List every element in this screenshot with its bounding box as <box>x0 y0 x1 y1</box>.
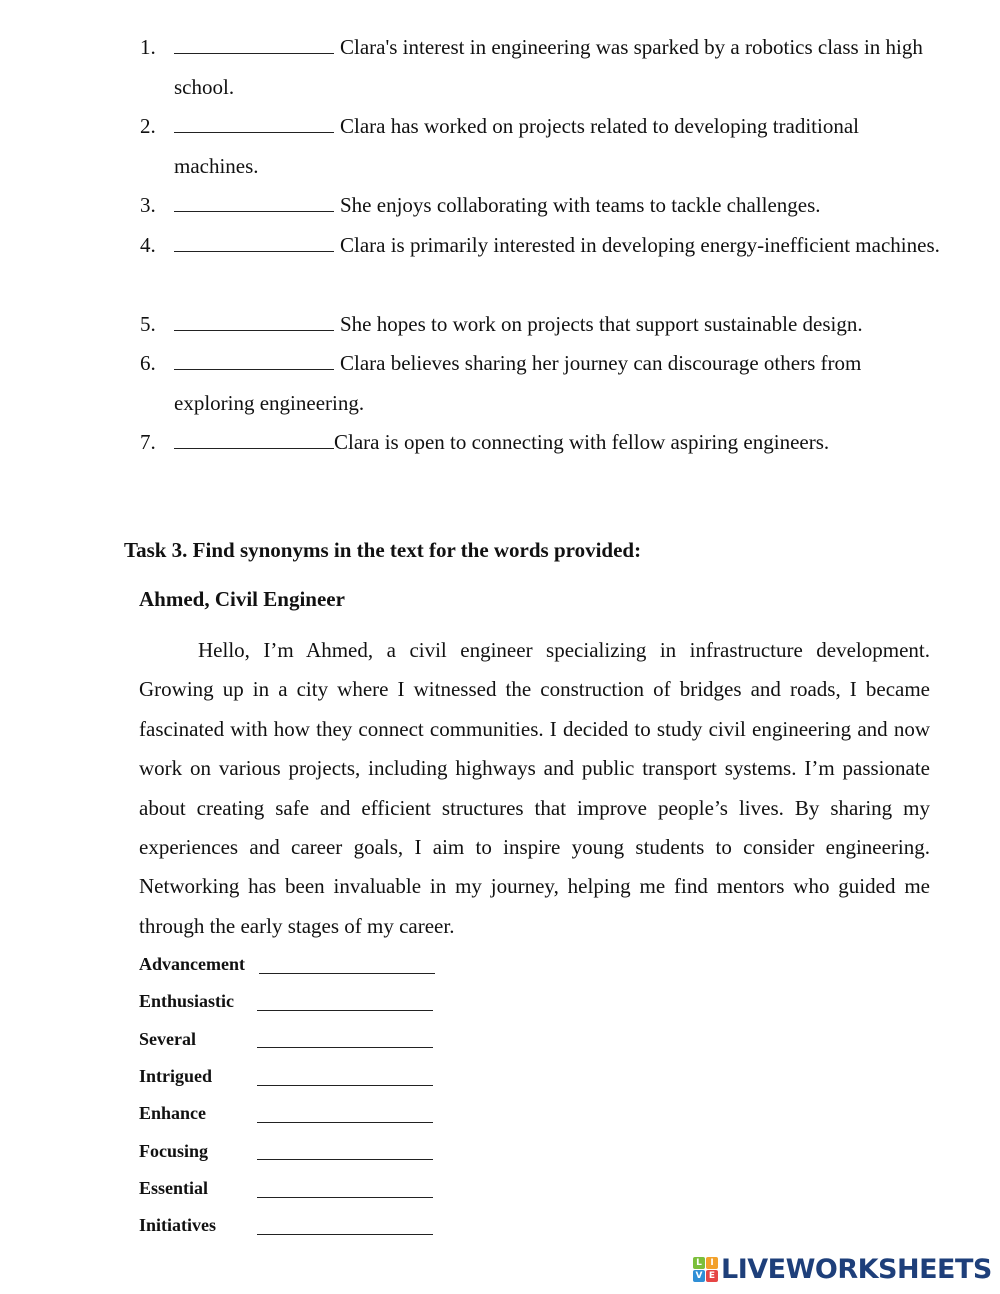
reading-paragraph: Hello, I’m Ahmed, a civil engineer specializing in infrastructure development. Growing up in a city where I witnessed the construction of bridges and roads, I became fascinated with how they connect communities. I decided to study civil engineering and now work on various projects, including highways and public transport systems. I’m passionate about creating safe and efficient structures that improve people’s lives. By sharing my experiences and career goals, I aim to inspire young students to consider engineering. Networking has been invaluable in my journey, helping me find mentors who guided me through the early stages of my career. <box>139 638 930 938</box>
liveworksheets-logo <box>693 1255 992 1283</box>
statement-item <box>140 423 940 463</box>
statement-text: Clara's interest in engineering was sparked by a robotics class in high school. <box>174 35 923 99</box>
vocab-word: Enhance <box>139 1103 207 1123</box>
answer-blank[interactable] <box>174 329 334 331</box>
vocab-word: Several <box>139 1029 196 1049</box>
item-number: 7. <box>140 430 156 454</box>
item-number: 6. <box>140 351 156 375</box>
answer-blank[interactable] <box>174 52 334 54</box>
item-number: 1. <box>140 35 156 59</box>
answer-blank[interactable] <box>257 1010 433 1011</box>
logo-cell: V <box>693 1270 705 1282</box>
item-number: 4. <box>140 233 156 257</box>
vocab-word: Advancement <box>139 954 245 974</box>
person-heading: Ahmed, Civil Engineer <box>139 587 345 611</box>
statement-item <box>140 28 940 107</box>
statement-text: Clara believes sharing her journey can discourage others from exploring engineering. <box>174 351 862 415</box>
statement-text: She hopes to work on projects that support sustainable design. <box>340 312 863 336</box>
answer-blank[interactable] <box>174 131 334 133</box>
answer-blank[interactable] <box>257 1159 433 1160</box>
item-number: 5. <box>140 312 156 336</box>
statement-text: Clara is open to connecting with fellow aspiring engineers. <box>334 430 830 454</box>
statement-text: Clara has worked on projects related to developing traditional machines. <box>174 114 860 178</box>
logo-cell: L <box>693 1257 705 1269</box>
statement-item <box>140 107 940 186</box>
task-title: Task 3. Find synonyms in the text for the words provided: <box>124 538 642 562</box>
vocab-word: Initiatives <box>139 1215 217 1235</box>
statement-item <box>140 305 940 345</box>
statement-text: Clara is primarily interested in developing energy-inefficient machines. <box>340 233 940 257</box>
statement-text: She enjoys collaborating with teams to tackle challenges. <box>340 193 821 217</box>
answer-blank[interactable] <box>257 1122 433 1123</box>
answer-blank[interactable] <box>257 1234 433 1235</box>
statement-item <box>140 344 940 423</box>
logo-cell: E <box>706 1270 718 1282</box>
vocab-word: Focusing <box>139 1141 209 1161</box>
logo-icon <box>693 1257 718 1282</box>
vocab-word: Essential <box>139 1178 209 1198</box>
statement-item <box>140 186 940 226</box>
logo-cell: I <box>706 1257 718 1269</box>
item-number: 3. <box>140 193 156 217</box>
answer-blank[interactable] <box>174 368 334 370</box>
answer-blank[interactable] <box>174 250 334 252</box>
vocab-word: Intrigued <box>139 1066 213 1086</box>
answer-blank[interactable] <box>257 1085 433 1086</box>
logo-text: LIVEWORKSHEETS <box>721 1253 992 1285</box>
vocab-word: Enthusiastic <box>139 991 235 1011</box>
answer-blank[interactable] <box>174 210 334 212</box>
answer-blank[interactable] <box>174 447 334 449</box>
answer-blank[interactable] <box>259 973 435 974</box>
item-number: 2. <box>140 114 156 138</box>
statement-item <box>140 226 940 266</box>
answer-blank[interactable] <box>257 1197 433 1198</box>
answer-blank[interactable] <box>257 1047 433 1048</box>
